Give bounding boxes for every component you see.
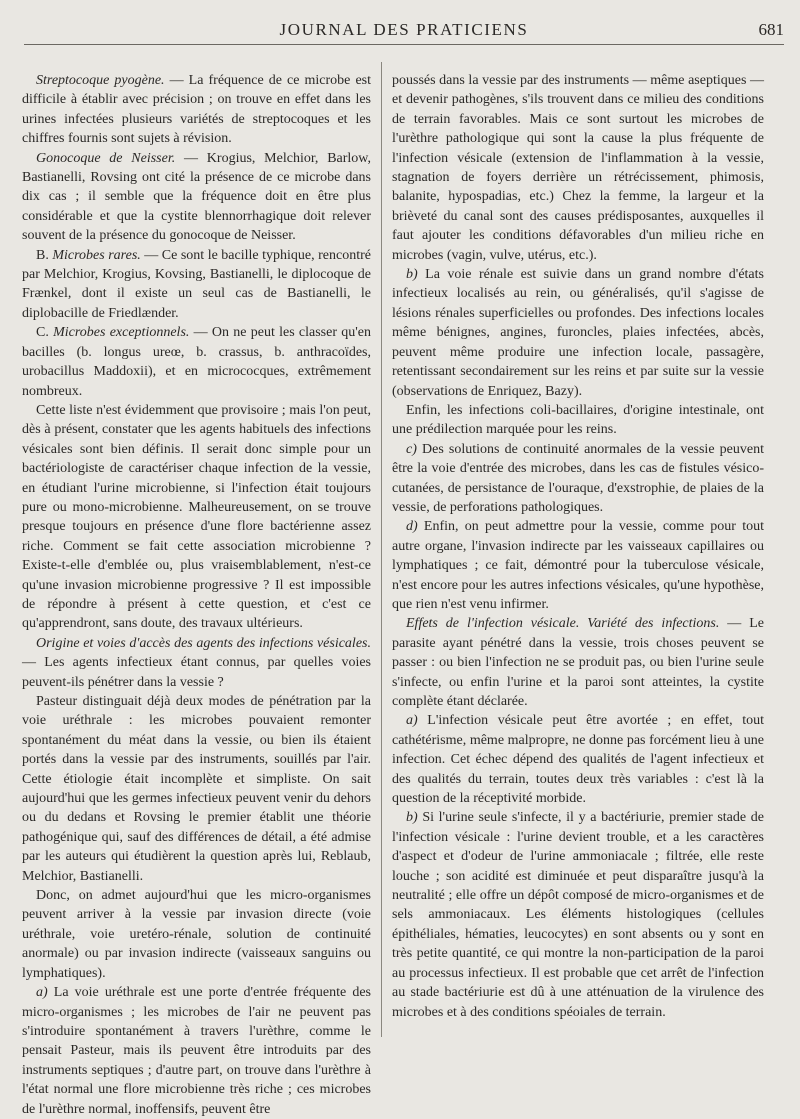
- paragraph-text: Des solutions de continuité anormales de la vessie peuvent être la voie d'entrée des microbes, dans les cas de fistules vésico-cutanées, de persistance de l'ouraque, d'exstrophie, de plaies de la vessie, de perforations pathologiques.: [392, 441, 764, 515]
- paragraph-lead-italic: Microbes rares.: [52, 247, 141, 263]
- paragraph-text: Enfin, on peut admettre pour la vessie, comme pour tout autre organe, l'invasion indirecte par les vaisseaux capillaires ou lymphatiques ; ce fait, démontré pour la tuberculose vésicale, n'est encore pour les autres infections vésicales, qu'une hypothèse, que rien n'est venu infirmer.: [392, 519, 764, 612]
- paragraph: [22, 886, 371, 983]
- paragraph-text: L'infection vésicale peut être avortée ; en effet, tout cathétérisme, même malpropre, ne donne pas forcément lieu à une infection. Cet échec dépend des qualités de l'agent infectieux et des qualités du terrain, toutes deux très variables : c'est là la question de la réceptivité morbide.: [392, 713, 764, 807]
- paragraph-lead: B.: [36, 247, 53, 263]
- paragraph: [392, 711, 764, 808]
- paragraph-lead: c): [406, 441, 423, 457]
- paragraph-lead: Streptocoque pyogène.: [36, 73, 165, 88]
- paragraph-text: Pasteur distinguait déjà deux modes de pénétration par la voie uréthrale : les microbes pouvaient remonter spontanément du méat dans la vessie, ou bien ils étaient portés dans la vessie par des instruments, souillés par l'air. Cette étiologie était incomplète et simpliste. On sait aujourd'hui que les germes infectieux peuvent venir du dehors ou du dedans et Rovsing le premier établit une théorie pathogénique qui, sauf des différences de détail, a été admise par les auteurs qui étudièrent la question après lui, Reblaub, Melchior, Bastianelli.: [22, 694, 371, 884]
- paragraph: [392, 401, 764, 440]
- paragraph-lead: d): [406, 519, 424, 535]
- left-column: [22, 71, 371, 1119]
- paragraph-lead: a): [36, 985, 54, 1001]
- paragraph-lead: Gonocoque de Neisser.: [36, 150, 176, 166]
- paragraph-lead-italic: Microbes exceptionnels.: [53, 325, 190, 341]
- paragraph: [392, 614, 764, 711]
- paragraph-text: Si l'urine seule s'infecte, il y a bactériurie, premier stade de l'infection vésicale : l'urine devient trouble, et a les caractères d'aspect et d'odeur de l'urine ammoniacale ; filtrée, elle reste louche ; son acidité est diminuée et peut disparaître jusqu'à la neutralité ; elle offre un dépôt composé de micro-organismes et de sels ammoniacaux. Les éléments histologiques (cellules épithéliales, hématies, leucocytes) en sont absents ou y sont en très petite quantité, ce qui montre la non-participation de la paroi au processus infectieux. Il est probable que cet arrêt de l'infection au stade bactériurie est dû à une atténuation de la virulence des microbes et à des conditions spéoiales de terrain.: [392, 810, 764, 1020]
- journal-title: JOURNAL DES PRATICIENS: [279, 20, 529, 39]
- paragraph-text: — La fréquence de ce microbe est difficile à établir avec précision ; on trouve en effet dans les urines infectées plusieurs variétés de streptocoques et les chiffres fournis sont sujets à révision.: [22, 73, 371, 147]
- paragraph-text: — On ne peut les classer qu'en bacilles (b. longus ureœ, b. crassus, b. anthracoïdes, urobacillus Maddoxii), et en micrococques, extrêmement nombreux.: [22, 325, 371, 399]
- paragraph-lead: C.: [36, 325, 54, 341]
- paragraph: [22, 634, 371, 692]
- paragraph: [22, 983, 371, 1119]
- paragraph: [22, 401, 371, 634]
- paragraph: [392, 440, 764, 518]
- paragraph-text: Cette liste n'est évidemment que provisoire ; mais l'on peut, dès à présent, constater que les agents habituels des infections vésicales sont bien définis. Il serait donc simple pour un bactériologiste de caractériser chaque infection de la vessie, en étudiant l'urine microbienne, si l'infection était toujours pure ou mono-microbienne. Malheureusement, on se trouve presque toujours en présence d'une flore bactérienne assez riche. Comment se fait cette association microbienne ? Existe-t-elle d'emblée ou, plus vraisemblablement, n'est-ce qu'une invasion microbienne progressive ? Il est impossible de répondre à présent à cette question, et c'est ce qu'apprendront, sans doute, des travaux ultérieurs.: [22, 402, 371, 632]
- paragraph-text: Donc, on admet aujourd'hui que les micro-organismes peuvent arriver à la vessie par invasion directe (voie uréthrale, voie uretéro-rénale, solution de continuité anormale) ou par invasion indirecte (vaisseaux sanguins ou lymphatiques).: [22, 888, 371, 981]
- paragraph: [22, 692, 371, 886]
- column-divider: [381, 62, 382, 1037]
- paragraph-text: — Ce sont le bacille typhique, rencontré par Melchior, Krogius, Kovsing, Bastianelli, le diplocoque de Frænkel, dont il existe un seul cas de Bastianelli, le diplobacille de Friedlænder.: [22, 247, 371, 321]
- paragraph: [22, 323, 371, 401]
- paragraph: [392, 517, 764, 614]
- paragraph-text: Enfin, les infections coli-bacillaires, d'origine intestinale, ont une prédilection marquée pour les reins.: [392, 402, 764, 438]
- paragraph-lead: Effets de l'infection vésicale. Variété des infections.: [406, 616, 720, 632]
- paragraph: [392, 808, 764, 1021]
- paragraph-text: — Les agents infectieux étant connus, par quelles voies peuvent-ils pénétrer dans la vessie ?: [22, 655, 371, 690]
- paragraph: [392, 265, 764, 401]
- paragraph-text: poussés dans la vessie par des instruments — même aseptiques — et devenir pathogènes, s'ils trouvent dans ce milieu des conditions de terrain favorables. Mais ce sont surtout les microbes de l'urèthre pathologique qui sont la cause la plus fréquente de l'infection vésicale (extension de l'inflammation à la vessie, stagnation de foyers derrière un rétrécissement, phimosis, balanite, hypospadias, etc.) Chez la femme, la largeur et la brièveté du canal sont des causes prédisposantes, auxquelles il faut ajouter les conditions défavorables d'un milieu riche en microbes (vagin, vulve, utérus, etc.).: [392, 73, 764, 263]
- paragraph: [22, 246, 371, 324]
- paragraph-lead: b): [406, 267, 426, 283]
- paragraph-text: La voie rénale est suivie dans un grand nombre d'états infectieux localisés au rein, ou généralisés, qu'il s'agisse de lésions rénales superficielles ou profondes. Des infections locales même bénignes, angines, furoncles, plaies infectées, abcès, peuvent même produire une infection locale, passagère, retentissant secondairement sur les reins et par suite sur la vessie (observations de Enriquez, Bazy).: [392, 267, 764, 399]
- paragraph-text: — Le parasite ayant pénétré dans la vessie, trois choses peuvent se passer : ou bien l'infection ne se produit pas, ou bien l'urine seule s'infecte, ou enfin l'urine et la paroi sont atteintes, la cystite complète étant déclarée.: [392, 616, 764, 709]
- paragraph-lead: Origine et voies d'accès des agents des infections vésicales.: [36, 635, 371, 651]
- paragraph-text: — Krogius, Melchior, Barlow, Bastianelli, Rovsing ont cité la présence de ce microbe dans dix cas ; il semble que la fréquence doit en être plus considérable et que la cystite blennorrhagique doit relever souvent de la présence du gonocoque de Neisser.: [22, 150, 372, 244]
- paragraph: [22, 71, 371, 149]
- paragraph: [392, 71, 764, 265]
- paragraph-lead: a): [406, 713, 428, 729]
- running-header: [24, 16, 784, 45]
- paragraph-text: La voie uréthrale est une porte d'entrée fréquente des micro-organismes ; les microbes de l'air ne peuvent pas s'introduire spontanément à travers l'urèthre, comme le pensait Pasteur, mais ils peuvent être introduits par des instruments septiques ; d'autre part, on trouve dans l'urèthre à l'état normal une flore microbienne très riche ; ces microbes de l'urèthre normal, inoffensifs, peuvent être: [22, 985, 371, 1117]
- right-column: [392, 71, 764, 1022]
- paragraph-lead: b): [406, 810, 423, 826]
- page-number: 681: [758, 20, 784, 39]
- paragraph: [22, 149, 371, 246]
